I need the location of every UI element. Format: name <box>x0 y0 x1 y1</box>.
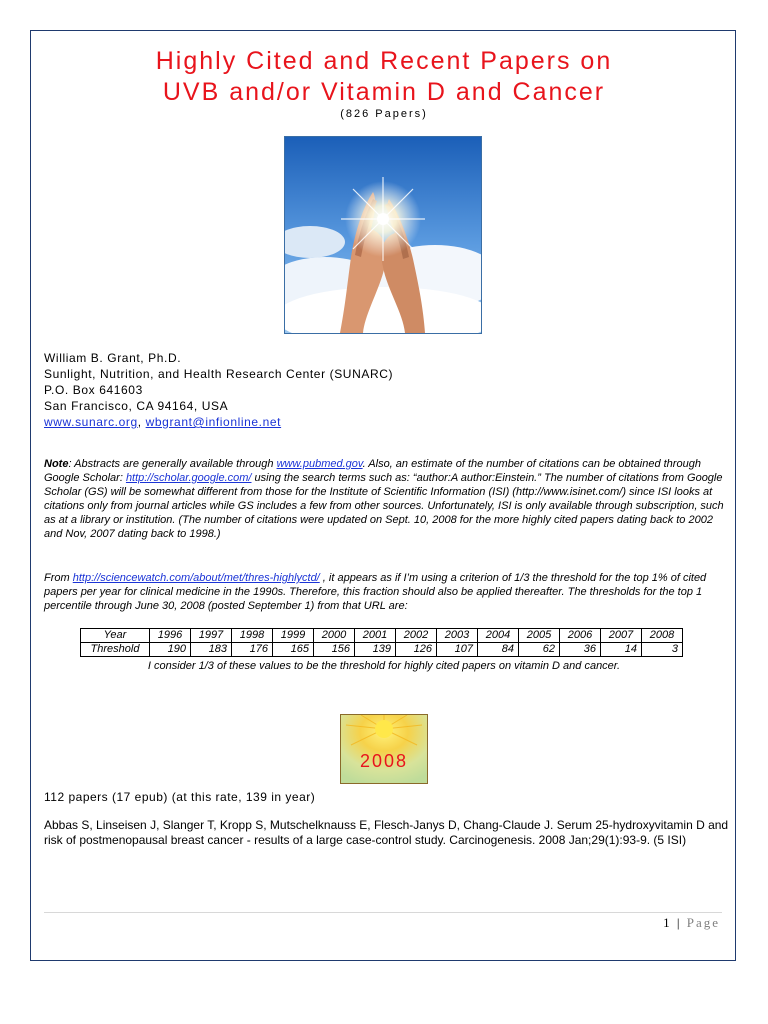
threshold-header: Threshold <box>81 643 150 657</box>
threshold-cell: 62 <box>519 643 560 657</box>
from-prefix: From <box>44 572 73 584</box>
page-separator: | <box>671 915 687 930</box>
year-cell: 1999 <box>273 629 314 643</box>
threshold-cell: 190 <box>150 643 191 657</box>
year-2008-label: 2008 <box>359 751 409 771</box>
sciencewatch-link[interactable]: http://sciencewatch.com/about/met/thres-highlyctd/ <box>72 572 320 584</box>
year-cell: 2002 <box>396 629 437 643</box>
threshold-cell: 176 <box>232 643 273 657</box>
threshold-cell: 165 <box>273 643 314 657</box>
author-organization: Sunlight, Nutrition, and Health Research Center (SUNARC) <box>44 367 394 381</box>
year-cell: 2000 <box>314 629 355 643</box>
note-text-2: . Also, an estimate of the number of citations can be obtained through Google Scholar: <box>44 458 701 484</box>
year-cell: 2007 <box>601 629 642 643</box>
page-title-line-1: Highly Cited and Recent Papers on <box>155 47 613 75</box>
paper-count-subtitle: (826 Papers) <box>340 108 428 120</box>
note-text-1: : Abstracts are generally available through <box>68 458 277 470</box>
threshold-row <box>81 643 683 657</box>
pubmed-link[interactable]: www.pubmed.gov <box>276 458 363 470</box>
note-paragraph <box>44 457 734 541</box>
footer-rule <box>44 912 722 913</box>
threshold-cell: 139 <box>355 643 396 657</box>
note-label: Note <box>44 458 69 470</box>
year-cell: 1996 <box>150 629 191 643</box>
author-city: San Francisco, CA 94164, USA <box>44 399 229 413</box>
year-2008-badge <box>340 714 428 784</box>
year-cell: 1998 <box>232 629 273 643</box>
note-text-3: using the search terms such as: “author:A author:Einstein.” The number of citations from Google Scholar (GS) will be somewhat different from those for the Institute of Scientific Information (ISI) (http://www.isinet.com/) since ISI looks at citations only from journal articles while GS includes a few from other sources. Unfortunately, ISI is only available through subscription, such as at a library or institution. (The number of citations were updated on Sept. 10, 2008 for the more highly cited papers dating back to 2002 and Nov, 2007 dating back to 1998.) <box>44 472 724 540</box>
threshold-cell: 84 <box>478 643 519 657</box>
page-number: 1 <box>663 915 672 930</box>
page-label: Page <box>686 915 720 930</box>
website-link[interactable]: www.sunarc.org <box>44 415 138 429</box>
from-text: , it appears as if I’m using a criterion of 1/3 the threshold for the top 1% of cited papers per year for clinical medicine in the 1990s. Therefore, this fraction should also be applied thereafter. The thresholds for the top 1 percentile through June 30, 2008 (posted September 1) from that URL are: <box>44 572 707 612</box>
threshold-cell: 14 <box>601 643 642 657</box>
paper-count-line: 112 papers (17 epub) (at this rate, 139 in year) <box>44 790 316 804</box>
year-cell: 2006 <box>560 629 601 643</box>
page-footer <box>663 915 720 931</box>
threshold-table <box>80 628 683 657</box>
year-header: Year <box>81 629 150 643</box>
threshold-note: I consider 1/3 of these values to be the threshold for highly cited papers on vitamin D and cancer. <box>147 660 621 672</box>
author-links <box>44 414 393 430</box>
year-cell: 2004 <box>478 629 519 643</box>
sun-burst-icon <box>341 715 427 783</box>
author-block <box>44 350 393 430</box>
year-cell: 2005 <box>519 629 560 643</box>
author-po-box: P.O. Box 641603 <box>44 383 143 397</box>
sciencewatch-paragraph <box>44 571 734 613</box>
threshold-cell: 156 <box>314 643 355 657</box>
cover-image-hands-sun <box>284 136 482 334</box>
threshold-cell: 183 <box>191 643 232 657</box>
year-cell: 2008 <box>642 629 683 643</box>
threshold-cell: 126 <box>396 643 437 657</box>
paper-citation: Abbas S, Linseisen J, Slanger T, Kropp S, Mutschelknauss E, Flesch-Janys D, Chang-Claude J. Serum 25-hydroxyvitamin D and risk of postmenopausal breast cancer - results of a large case-control study. Carcinogenesis. 2008 Jan;29(1):93-9. (5 ISI) <box>44 818 729 847</box>
year-cell: 2003 <box>437 629 478 643</box>
email-link[interactable]: wbgrant@infionline.net <box>145 415 282 429</box>
threshold-cell: 3 <box>642 643 683 657</box>
threshold-cell: 36 <box>560 643 601 657</box>
google-scholar-link[interactable]: http://scholar.google.com/ <box>125 472 252 484</box>
year-cell: 1997 <box>191 629 232 643</box>
link-separator: , <box>137 415 146 429</box>
year-row <box>81 629 683 643</box>
page-title-line-2: UVB and/or Vitamin D and Cancer <box>162 78 606 106</box>
year-cell: 2001 <box>355 629 396 643</box>
author-name: William B. Grant, Ph.D. <box>44 351 182 365</box>
threshold-cell: 107 <box>437 643 478 657</box>
